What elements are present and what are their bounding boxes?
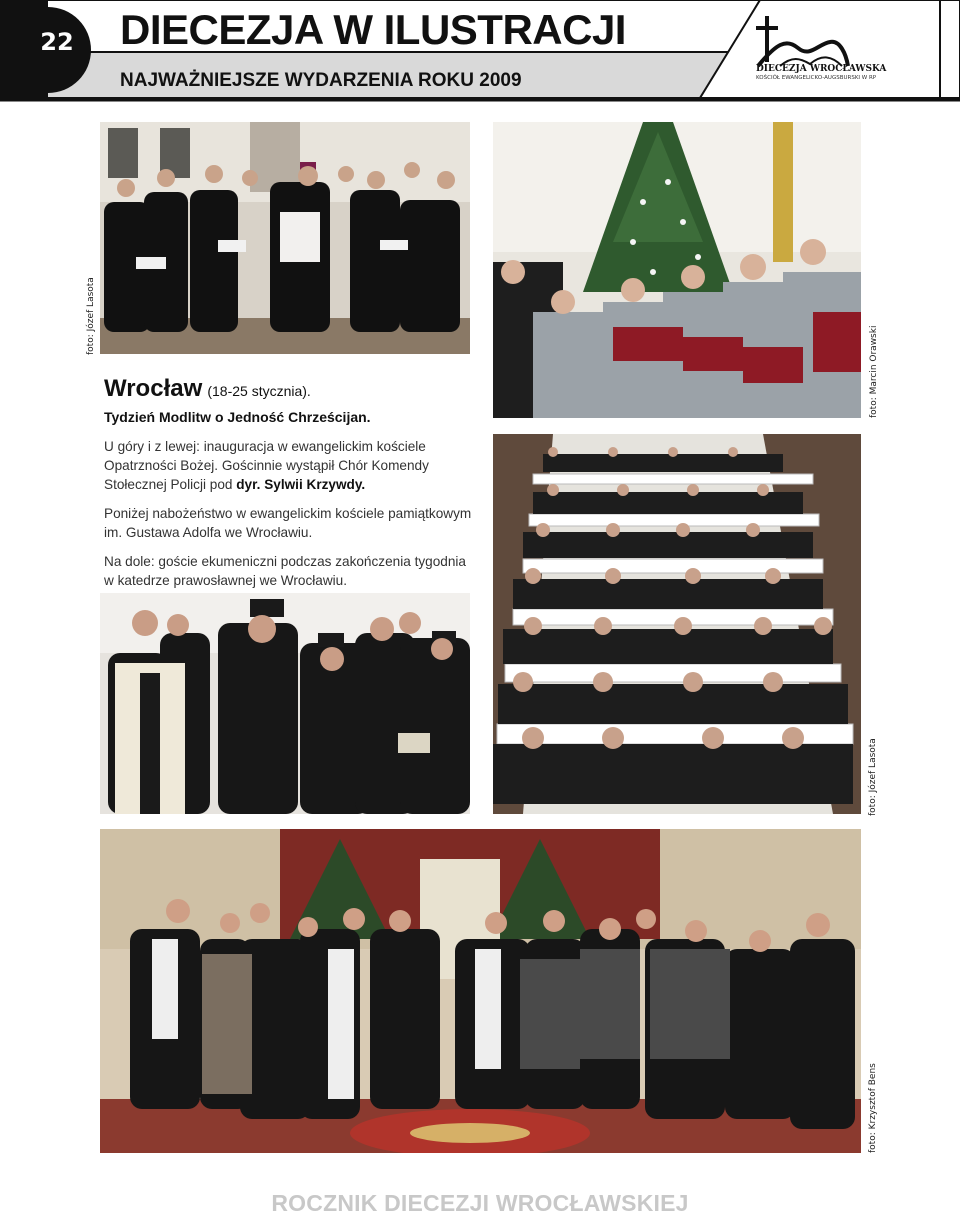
caption-paragraph-text: U góry i z lewej: inauguracja w ewangelickim kościele Opatrzności Bożej. Gościnnie wystąpił Chór Komendy Stołecznej Policji pod xyxy=(104,439,429,492)
caption-paragraph xyxy=(104,437,474,494)
logo-name: DIECEZJA WROCŁAWSKA xyxy=(756,64,887,74)
caption-conductor: dyr. Sylwii Krzywdy. xyxy=(236,477,366,492)
photo-credit: foto: Józef Lasota xyxy=(868,738,878,816)
photo-police-choir xyxy=(493,122,861,418)
page-subtitle: NAJWAŻNIEJSZE WYDARZENIA ROKU 2009 xyxy=(120,70,522,91)
caption-dates: (18-25 stycznia). xyxy=(207,383,311,399)
photo-credit: foto: Józef Lasota xyxy=(86,277,96,355)
caption-event: Tydzień Modlitw o Jedność Chrześcijan. xyxy=(104,409,371,425)
photo-cathedral-group xyxy=(100,829,861,1153)
page-title: DIECEZJA W ILUSTRACJI xyxy=(120,6,626,53)
page-number: 22 xyxy=(40,28,74,56)
photo-credit: foto: Krzysztof Bens xyxy=(868,1063,878,1153)
photo-church-service xyxy=(493,434,861,814)
caption-paragraph: Na dole: goście ekumeniczni podczas zakończenia tygodnia w katedrze prawosławnej we Wrocławiu. xyxy=(104,554,466,588)
caption-block xyxy=(104,375,474,590)
photo-ecumenical-guests xyxy=(100,593,470,814)
logo-subtitle: KOŚCIÓŁ EWANGELICKO-AUGSBURSKI W RP xyxy=(756,75,877,81)
caption-city: Wrocław xyxy=(104,375,203,402)
caption-paragraph: Poniżej nabożeństwo w ewangelickim kościele pamiątkowym im. Gustawa Adolfa we Wrocławiu. xyxy=(104,506,472,540)
photo-credit: foto: Marcin Orawski xyxy=(869,325,879,418)
page-header xyxy=(0,0,960,104)
photo-clergy-seated xyxy=(100,122,470,354)
page-footer: ROCZNIK DIECEZJI WROCŁAWSKIEJ xyxy=(271,1190,689,1216)
